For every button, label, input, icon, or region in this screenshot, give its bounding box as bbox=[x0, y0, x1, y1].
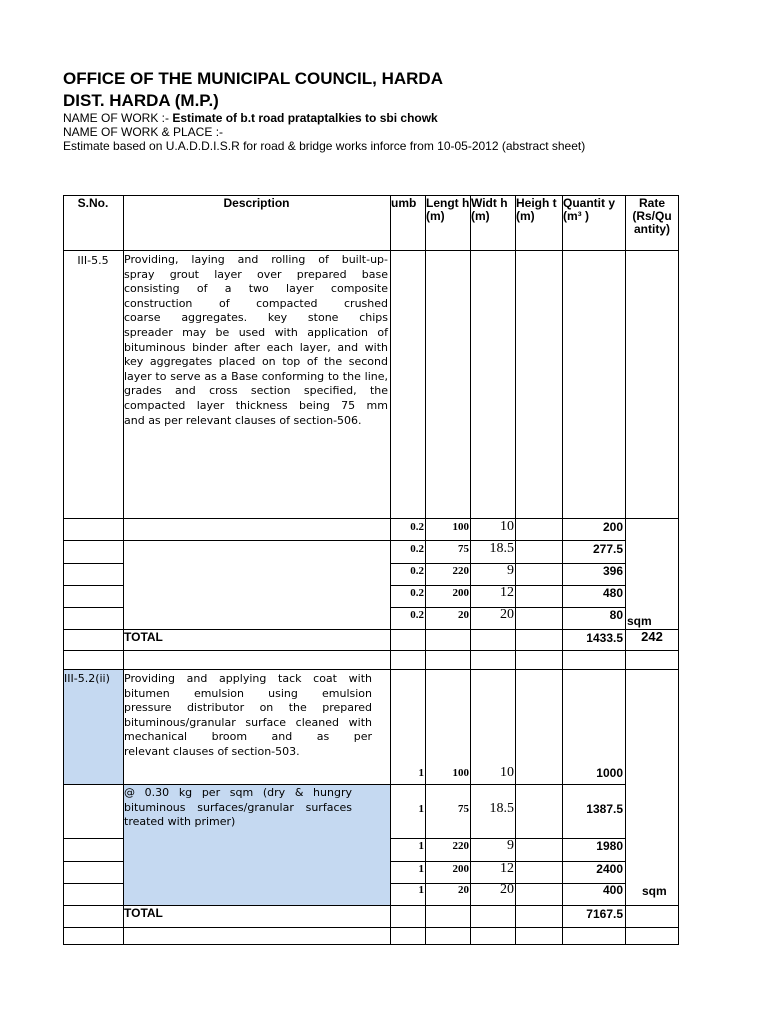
description-line: layer to serve as a Base conforming to the line, bbox=[124, 369, 388, 383]
row-width: 10 bbox=[500, 765, 514, 780]
item1-total-label: TOTAL bbox=[124, 630, 163, 644]
row-length: 100 bbox=[452, 767, 469, 779]
row-quantity: 480 bbox=[602, 586, 623, 600]
item2-unit: sqm bbox=[642, 884, 667, 898]
row-number: 1 bbox=[418, 767, 424, 779]
row-width: 9 bbox=[507, 563, 514, 578]
row-quantity: 277.5 bbox=[592, 542, 623, 556]
row-width: 12 bbox=[500, 861, 514, 876]
description-line: key aggregates placed on top of the second bbox=[124, 355, 388, 369]
col-rate: Rate (Rs/Qu antity) bbox=[632, 196, 672, 236]
description-line: bituminous surfaces/granular surfaces bbox=[124, 800, 352, 814]
row-length: 20 bbox=[458, 884, 469, 896]
col-length: Lengt h (m) bbox=[426, 196, 470, 223]
item2-description bbox=[124, 672, 372, 760]
col-number: umb bbox=[391, 197, 417, 210]
description-line: bituminous binder after each layer, and with bbox=[124, 340, 388, 354]
estimate-note: Estimate based on U.A.D.D.I.S.R for road & bridge works inforce from 10-05-2012 (abstract sheet) bbox=[63, 139, 586, 153]
row-quantity: 1980 bbox=[596, 839, 623, 853]
description-line: @ 0.30 kg per sqm (dry & hungry bbox=[124, 786, 352, 799]
description-line: spray grout layer over prepared base bbox=[124, 267, 388, 281]
description-line: mechanical broom and as per bbox=[124, 730, 372, 744]
row-length: 75 bbox=[458, 543, 469, 555]
row-width: 20 bbox=[500, 882, 514, 897]
row-number: 0.2 bbox=[410, 609, 424, 621]
item1-description bbox=[124, 253, 388, 428]
row-length: 75 bbox=[458, 803, 469, 815]
row-width: 9 bbox=[507, 838, 514, 853]
item1-unit: sqm bbox=[627, 614, 652, 628]
row-number: 1 bbox=[418, 884, 424, 896]
row-quantity: 200 bbox=[602, 520, 623, 534]
office-title: OFFICE OF THE MUNICIPAL COUNCIL, HARDA bbox=[63, 69, 443, 88]
row-quantity: 80 bbox=[609, 608, 623, 622]
description-line: Providing and applying tack coat with bbox=[124, 672, 372, 685]
row-quantity: 396 bbox=[602, 564, 623, 578]
row-length: 220 bbox=[452, 565, 469, 577]
col-width: Widt h (m) bbox=[471, 196, 508, 223]
col-sno: S.No. bbox=[77, 196, 109, 210]
row-quantity: 400 bbox=[602, 883, 623, 897]
row-width: 12 bbox=[500, 585, 514, 600]
item1-sno: III-5.5 bbox=[77, 254, 109, 267]
name-of-work-place: NAME OF WORK & PLACE :- bbox=[63, 125, 224, 139]
name-of-work-label: NAME OF WORK :- bbox=[63, 111, 173, 125]
col-description: Description bbox=[223, 196, 290, 210]
description-line: bitumen emulsion using emulsion bbox=[124, 686, 372, 700]
description-line: relevant clauses of section-503. bbox=[124, 744, 300, 758]
description-line: consisting of a two layer composite bbox=[124, 282, 388, 296]
row-width: 10 bbox=[500, 519, 514, 534]
description-line: construction of compacted crushed bbox=[124, 296, 388, 310]
item2-description-rate-note bbox=[124, 786, 352, 830]
item1-total-rate: 242 bbox=[641, 629, 663, 644]
row-width: 18.5 bbox=[489, 801, 514, 816]
col-quantity: Quantit y (m³ ) bbox=[563, 196, 616, 223]
row-number: 0.2 bbox=[410, 565, 424, 577]
description-line: coarse aggregates. key stone chips bbox=[124, 311, 388, 325]
description-line: pressure distributor on the prepared bbox=[124, 701, 372, 715]
row-length: 220 bbox=[452, 840, 469, 852]
row-number: 1 bbox=[418, 863, 424, 875]
row-width: 20 bbox=[500, 607, 514, 622]
col-height: Heigh t (m) bbox=[516, 196, 557, 223]
district-title: DIST. HARDA (M.P.) bbox=[63, 91, 219, 110]
item1-total-qty: 1433.5 bbox=[586, 631, 623, 645]
row-length: 100 bbox=[452, 521, 469, 533]
row-number: 1 bbox=[418, 803, 424, 815]
row-width: 18.5 bbox=[489, 541, 514, 556]
description-line: grades and cross section specified, the bbox=[124, 384, 388, 398]
description-line: treated with primer) bbox=[124, 815, 236, 829]
name-of-work-value: Estimate of b.t road prataptalkies to sbi chowk bbox=[172, 111, 438, 125]
row-length: 200 bbox=[452, 587, 469, 599]
description-line: spreader may be used with application of bbox=[124, 325, 388, 339]
description-line: compacted layer thickness being 75 mm bbox=[124, 398, 388, 412]
row-number: 0.2 bbox=[410, 587, 424, 599]
item2-total-qty: 7167.5 bbox=[586, 907, 623, 921]
item2-total-label: TOTAL bbox=[124, 906, 163, 920]
item2-sno: III-5.2(ii) bbox=[64, 672, 110, 685]
description-line: bituminous/granular surface cleaned with bbox=[124, 715, 372, 729]
row-quantity: 1000 bbox=[596, 766, 623, 780]
row-number: 0.2 bbox=[410, 543, 424, 555]
row-quantity: 1387.5 bbox=[586, 802, 623, 816]
row-number: 0.2 bbox=[410, 521, 424, 533]
row-quantity: 2400 bbox=[596, 862, 623, 876]
row-number: 1 bbox=[418, 840, 424, 852]
row-length: 200 bbox=[452, 863, 469, 875]
description-line: Providing, laying and rolling of built-up- bbox=[124, 253, 388, 266]
description-line: and as per relevant clauses of section-506. bbox=[124, 413, 362, 427]
row-length: 20 bbox=[458, 609, 469, 621]
